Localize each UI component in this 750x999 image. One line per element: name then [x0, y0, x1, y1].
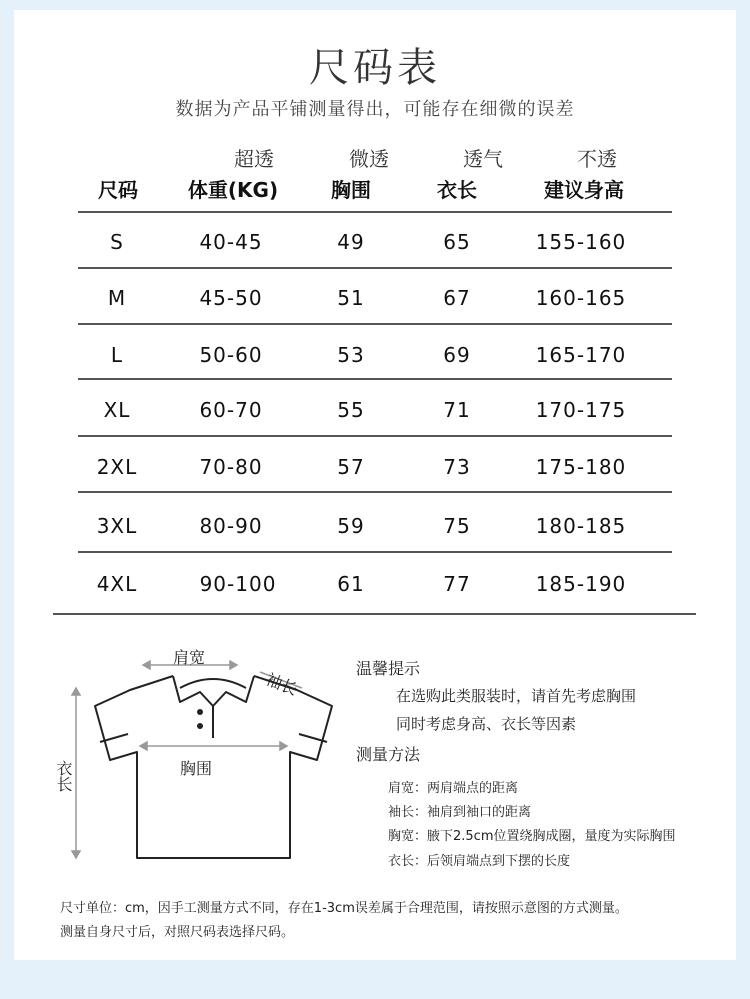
method-item: 胸宽：腋下2.5cm位置绕胸成圈，量度为实际胸围: [388, 829, 676, 844]
cell-height: 160-165: [535, 286, 627, 310]
cell-height: 180-185: [535, 514, 627, 538]
cell-weight: 90-100: [199, 572, 277, 596]
cell-size: L: [110, 343, 124, 367]
header-size: 尺码: [98, 178, 138, 202]
cell-length: 65: [443, 230, 471, 254]
footer-note: 测量自身尺寸后，对照尺码表选择尺码。: [60, 925, 295, 940]
table-rule: [78, 491, 672, 493]
cell-chest: 53: [337, 343, 365, 367]
cell-length: 77: [443, 572, 471, 596]
cell-length: 75: [443, 514, 471, 538]
header-chest: 胸围: [331, 178, 371, 202]
cell-size: S: [110, 230, 124, 254]
cell-chest: 59: [337, 514, 365, 538]
cell-length: 69: [443, 343, 471, 367]
footer-note: 尺寸单位：cm，因手工测量方式不同，存在1-3cm误差属于合理范围，请按照示意图的方式测量。: [60, 901, 628, 916]
method-item: 肩宽：两肩端点的距离: [388, 781, 519, 796]
transparency-label-slight: 微透: [349, 147, 389, 171]
cell-chest: 49: [337, 230, 365, 254]
cell-length: 71: [443, 398, 471, 422]
cell-weight: 45-50: [199, 286, 263, 310]
cell-chest: 61: [337, 572, 365, 596]
header-weight: 体重(KG): [187, 178, 279, 202]
table-rule: [78, 211, 672, 213]
transparency-label-breathable: 透气: [463, 147, 503, 171]
transparency-label-ultra: 超透: [234, 147, 274, 171]
header-height: 建议身高: [544, 178, 624, 202]
cell-size: XL: [103, 398, 131, 422]
cell-chest: 51: [337, 286, 365, 310]
label-shoulder: 肩宽: [173, 648, 206, 667]
header-length: 衣长: [437, 178, 477, 202]
cell-weight: 80-90: [199, 514, 263, 538]
cell-size: 4XL: [96, 572, 138, 596]
cell-size: 3XL: [96, 514, 138, 538]
table-rule: [78, 267, 672, 269]
table-rule: [78, 435, 672, 437]
tip-line: 同时考虑身高、衣长等因素: [396, 715, 577, 733]
cell-size: 2XL: [96, 455, 138, 479]
cell-weight: 40-45: [199, 230, 263, 254]
label-sleeve: 袖长: [263, 669, 301, 700]
method-item: 衣长：后领肩端点到下摆的长度: [388, 854, 571, 869]
table-bottom-rule: [53, 613, 696, 615]
label-chest: 胸围: [180, 759, 213, 778]
cell-chest: 55: [337, 398, 365, 422]
label-length: 衣长: [54, 760, 73, 792]
cell-height: 175-180: [535, 455, 627, 479]
transparency-label-opaque: 不透: [577, 147, 617, 171]
cell-height: 185-190: [535, 572, 627, 596]
cell-weight: 50-60: [199, 343, 263, 367]
cell-chest: 57: [337, 455, 365, 479]
tip-line: 在选购此类服装时，请首先考虑胸围: [396, 687, 637, 705]
method-heading: 测量方法: [356, 745, 421, 764]
table-rule: [78, 551, 672, 553]
cell-length: 67: [443, 286, 471, 310]
page-subtitle: 数据为产品平铺测量得出，可能存在细微的误差: [175, 99, 575, 120]
table-rule: [78, 378, 672, 380]
cell-height: 155-160: [535, 230, 627, 254]
cell-height: 165-170: [535, 343, 627, 367]
tips-heading: 温馨提示: [356, 659, 421, 678]
table-rule: [78, 323, 672, 325]
cell-height: 170-175: [535, 398, 627, 422]
cell-size: M: [107, 286, 127, 310]
method-item: 袖长：袖肩到袖口的距离: [388, 805, 532, 820]
cell-weight: 70-80: [199, 455, 263, 479]
page-title: 尺码表: [309, 45, 441, 91]
cell-length: 73: [443, 455, 471, 479]
cell-weight: 60-70: [199, 398, 263, 422]
